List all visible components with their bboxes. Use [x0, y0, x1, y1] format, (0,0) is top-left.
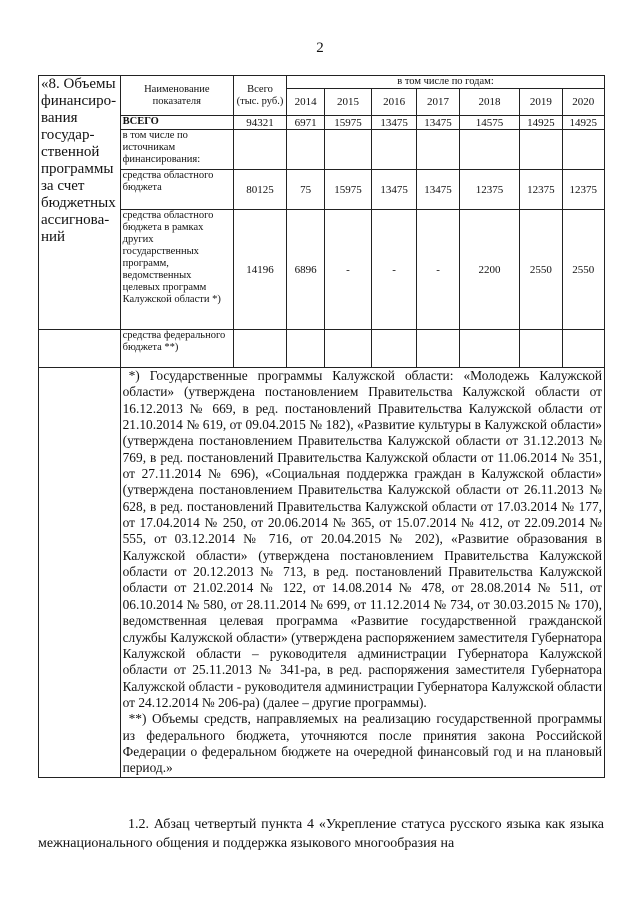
row-value: [520, 130, 562, 170]
row-value: [287, 130, 325, 170]
year-header: 2020: [562, 89, 604, 116]
row-label: средства федерального бюджета **): [120, 330, 233, 368]
row-value: 14925: [520, 116, 562, 130]
row-value: 75: [287, 170, 325, 210]
table-row: [39, 130, 605, 170]
year-header: 2019: [520, 89, 562, 116]
row-value: [562, 130, 604, 170]
row-value: -: [325, 210, 372, 330]
footnote-federal-budget: **) Объемы средств, направляемых на реализацию государственной программы из федерального бюджета, уточняются после принятия закона Российской Федерации о федеральном бюджете на очередной финансовый год и на плановый период.»: [122, 711, 602, 776]
row-value: [417, 330, 459, 368]
row-value: 2200: [459, 210, 519, 330]
financing-table: [38, 75, 605, 778]
year-header: 2015: [325, 89, 372, 116]
row-value: 12375: [562, 170, 604, 210]
row-value: 14925: [562, 116, 604, 130]
section-title: «8. Объемы финансирования государственной программы за счет бюджетных ассигнований: [39, 76, 121, 330]
row-value: 15975: [325, 116, 372, 130]
row-value: 15975: [325, 170, 372, 210]
header-by-years: в том числе по годам:: [287, 76, 605, 89]
row-value: 13475: [417, 116, 459, 130]
row-total: 14196: [234, 210, 287, 330]
row-value: 2550: [562, 210, 604, 330]
row-total: 80125: [234, 170, 287, 210]
row-value: [287, 330, 325, 368]
row-value: 6896: [287, 210, 325, 330]
row-value: [459, 330, 519, 368]
row-value: 12375: [520, 170, 562, 210]
row-value: [562, 330, 604, 368]
header-indicator: Наименование показателя: [120, 76, 233, 116]
row-value: 13475: [371, 116, 417, 130]
row-value: [371, 130, 417, 170]
row-value: 13475: [371, 170, 417, 210]
row-value: 12375: [459, 170, 519, 210]
year-header: 2014: [287, 89, 325, 116]
row-total: [234, 330, 287, 368]
year-header: 2018: [459, 89, 519, 116]
row-total: [234, 130, 287, 170]
row-value: -: [417, 210, 459, 330]
row-label: ВСЕГО: [120, 116, 233, 130]
row-label: средства областного бюджета в рамках других государственных программ, ведомственных целевых программ Калужской области *): [120, 210, 233, 330]
year-header: 2017: [417, 89, 459, 116]
row-label: в том числе по источникам финансирования:: [120, 130, 233, 170]
row-value: -: [371, 210, 417, 330]
header-total: Всего (тыс. руб.): [234, 76, 287, 116]
table-row: [39, 170, 605, 210]
paragraph-1-2: 1.2. Абзац четвертый пункта 4 «Укрепление статуса русского языка как языка межнационального общения и поддержка языкового многообразия на: [38, 817, 604, 851]
row-value: [520, 330, 562, 368]
table-row: [39, 330, 605, 368]
row-label: средства областного бюджета: [120, 170, 233, 210]
year-header: 2016: [371, 89, 417, 116]
row-value: [371, 330, 417, 368]
row-total: 94321: [234, 116, 287, 130]
row-value: 13475: [417, 170, 459, 210]
row-value: [459, 130, 519, 170]
footnote-state-programs: *) Государственные программы Калужской области: «Молодежь Калужской области» (утверждена постановлением Правительства Калужской области от 16.12.2013 № 669, в ред. постановлений Правительства Калужской области от 21.10.2014 № 619, от 09.04.2015 № 182), «Развитие культуры в Калужской области» (утверждена постановлением Правительства Калужской области от 31.12.2013 № 769, в ред. постановлений Правительства Калужской области от 11.06.2014 № 351, от 27.11.2014 № 696), «Социальная поддержка граждан в Калужской области» (утверждена постановлением Правительства Калужской области от 26.11.2013 № 628, в ред. постановлений Правительства Калужской области от 17.03.2014 № 177, от 17.04.2014 № 250, от 20.06.2014 № 365, от 15.07.2014 № 412, от 22.09.2014 № 555, от 03.12.2014 № 716, от 20.04.2015 № 202), «Развитие образования в Калужской области» (утверждена постановлением Правительства Калужской области от 20.12.2013 № 713, в ред. постановлений Правительства Калужской области от 21.02.2014 № 122, от 14.08.2014 № 478, от 28.08.2014 № 511, от 06.10.2014 № 580, от 28.11.2014 № 699, от 11.12.2014 № 734, от 30.03.2015 № 170), ведомственная целевая программа «Развитие государственной гражданской службы Калужской области» (утверждена распоряжением заместителя Губернатора Калужской области – руководителя администрации Губернатора Калужской области от 25.11.2013 № 341-ра, в ред. распоряжения заместителя Губернатора Калужской области - руководителя администрации Губернатора Калужской области от 24.12.2014 № 206-ра) (далее – другие программы).: [122, 368, 602, 710]
row-value: 14575: [459, 116, 519, 130]
page-number: 2: [316, 40, 324, 56]
row-value: [417, 130, 459, 170]
table-row: [39, 210, 605, 330]
row-value: 2550: [520, 210, 562, 330]
footnotes: [120, 368, 604, 778]
table-row: [39, 116, 605, 130]
row-value: [325, 330, 372, 368]
row-value: 6971: [287, 116, 325, 130]
row-value: [325, 130, 372, 170]
